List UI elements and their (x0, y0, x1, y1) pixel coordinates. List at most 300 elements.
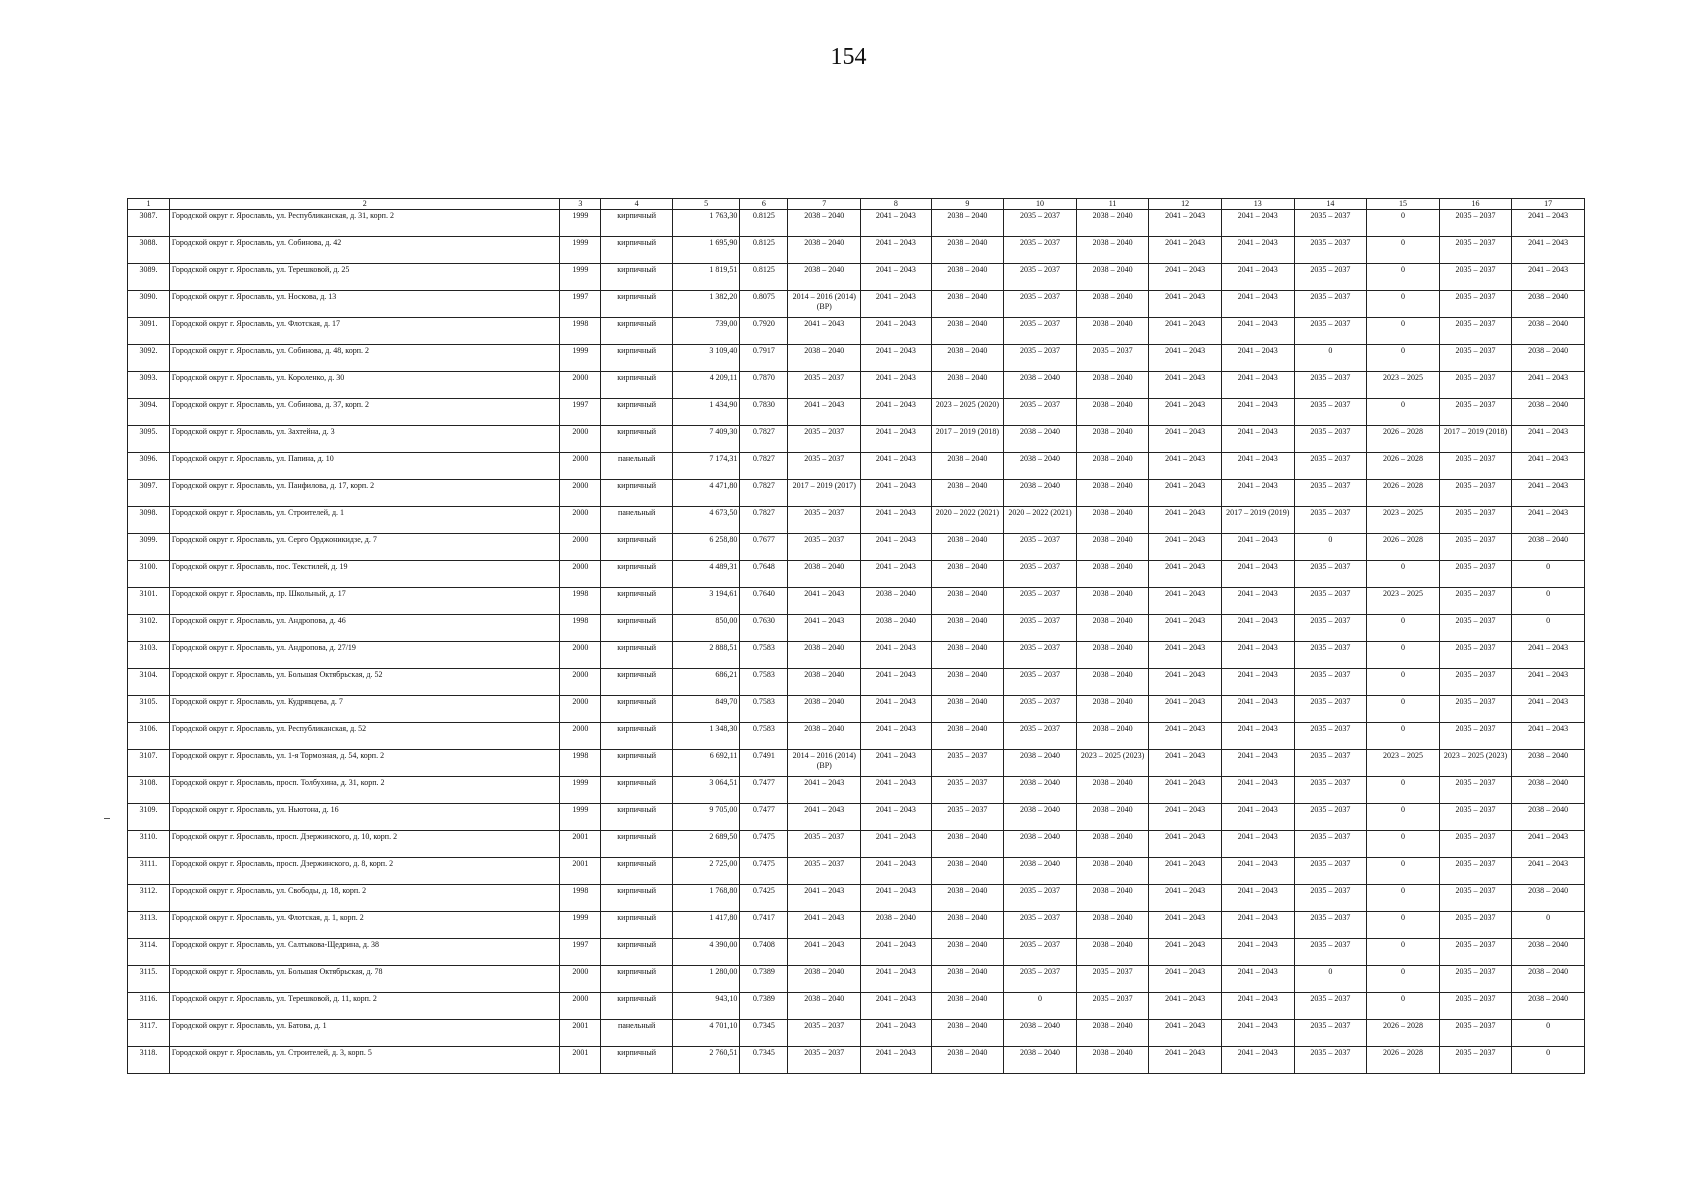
table-cell: 2017 – 2019 (2017) (788, 480, 861, 507)
table-cell: 2035 – 2037 (1004, 291, 1077, 318)
table-cell: 2038 – 2040 (931, 264, 1004, 291)
table-cell: 2038 – 2040 (931, 912, 1004, 939)
table-cell: 2041 – 2043 (1149, 993, 1222, 1020)
table-cell: 2 689,50 (672, 831, 739, 858)
table-cell: 2038 – 2040 (1076, 588, 1149, 615)
table-cell: 0 (1367, 885, 1440, 912)
table-cell: панельный (601, 453, 673, 480)
table-cell: 2038 – 2040 (931, 831, 1004, 858)
table-cell: 0.7827 (740, 426, 788, 453)
table-cell: 1 434,90 (672, 399, 739, 426)
table-cell: Городской округ г. Ярославль, ул. Республиканская, д. 52 (169, 723, 560, 750)
table-cell: 3112. (128, 885, 170, 912)
column-header: 13 (1221, 199, 1294, 210)
table-cell: 2001 (560, 1020, 601, 1047)
table-cell: 3093. (128, 372, 170, 399)
table-cell: 2035 – 2037 (1076, 966, 1149, 993)
table-cell: 3110. (128, 831, 170, 858)
table-cell: 2038 – 2040 (1512, 318, 1585, 345)
table-cell: 2035 – 2037 (1294, 480, 1367, 507)
table-cell: Городской округ г. Ярославль, ул. Флотская, д. 1, корп. 2 (169, 912, 560, 939)
table-cell: 2035 – 2037 (1294, 912, 1367, 939)
table-cell: 2038 – 2040 (931, 534, 1004, 561)
table-cell: Городской округ г. Ярославль, ул. Большая Октябрьская, д. 52 (169, 669, 560, 696)
table-cell: 2000 (560, 561, 601, 588)
table-cell: 2023 – 2025 (2020) (931, 399, 1004, 426)
table-cell: 2023 – 2025 (1367, 507, 1440, 534)
table-cell: 0 (1512, 588, 1585, 615)
page-number: 154 (830, 44, 867, 70)
table-cell: 9 705,00 (672, 804, 739, 831)
table-cell: 2038 – 2040 (931, 858, 1004, 885)
table-cell: 2038 – 2040 (931, 723, 1004, 750)
column-header: 11 (1076, 199, 1149, 210)
table-cell: 3105. (128, 696, 170, 723)
table-cell: Городской округ г. Ярославль, ул. 1-я Тормозная, д. 54, корп. 2 (169, 750, 560, 777)
table-cell: 2041 – 2043 (1221, 777, 1294, 804)
table-cell: 2038 – 2040 (1076, 1020, 1149, 1047)
table-cell: 2041 – 2043 (861, 669, 932, 696)
table-cell: 0 (1294, 345, 1367, 372)
table-cell: 2035 – 2037 (1439, 534, 1512, 561)
table-cell: 2038 – 2040 (1512, 399, 1585, 426)
table-cell: Городской округ г. Ярославль, ул. Батова, д. 1 (169, 1020, 560, 1047)
table-cell: кирпичный (601, 561, 673, 588)
table-cell: кирпичный (601, 588, 673, 615)
table-cell: кирпичный (601, 831, 673, 858)
table-cell: кирпичный (601, 264, 673, 291)
table-cell: Городской округ г. Ярославль, ул. Большая Октябрьская, д. 78 (169, 966, 560, 993)
table-row (128, 507, 1585, 534)
table-cell: 0.7477 (740, 777, 788, 804)
table-cell: 2041 – 2043 (861, 1047, 932, 1074)
table-cell: 2041 – 2043 (861, 480, 932, 507)
table-cell: 2038 – 2040 (1004, 831, 1077, 858)
table-cell: 2041 – 2043 (861, 426, 932, 453)
table-cell: 2038 – 2040 (1512, 939, 1585, 966)
column-header: 17 (1512, 199, 1585, 210)
table-cell: 0.7870 (740, 372, 788, 399)
table-cell: 3 194,61 (672, 588, 739, 615)
table-cell: 2041 – 2043 (861, 885, 932, 912)
table-cell: 0 (1512, 1020, 1585, 1047)
table-cell: 2041 – 2043 (861, 561, 932, 588)
table-cell: 1998 (560, 750, 601, 777)
table-cell: 2041 – 2043 (1512, 426, 1585, 453)
table-cell: 2038 – 2040 (1076, 534, 1149, 561)
table-cell: 2035 – 2037 (1004, 237, 1077, 264)
table-cell: 2038 – 2040 (1076, 453, 1149, 480)
table-cell: 2 888,51 (672, 642, 739, 669)
table-cell: 2038 – 2040 (931, 453, 1004, 480)
table-cell: 2038 – 2040 (788, 642, 861, 669)
table-row (128, 723, 1585, 750)
table-cell: 1998 (560, 588, 601, 615)
table-cell: 1 695,90 (672, 237, 739, 264)
table-cell: 2038 – 2040 (931, 237, 1004, 264)
table-cell: 2035 – 2037 (788, 1020, 861, 1047)
table-cell: 2035 – 2037 (1439, 399, 1512, 426)
table-cell: Городской округ г. Ярославль, ул. Свободы, д. 18, корп. 2 (169, 885, 560, 912)
table-cell: 2038 – 2040 (931, 993, 1004, 1020)
table-cell: 2041 – 2043 (788, 939, 861, 966)
table-cell: кирпичный (601, 237, 673, 264)
table-cell: 0 (1367, 696, 1440, 723)
table-cell: 2038 – 2040 (931, 966, 1004, 993)
table-cell: 2041 – 2043 (1149, 372, 1222, 399)
table-cell: 3101. (128, 588, 170, 615)
table-cell: 2038 – 2040 (1076, 777, 1149, 804)
table-cell: 1 348,30 (672, 723, 739, 750)
table-cell: 6 692,11 (672, 750, 739, 777)
table-cell: 2035 – 2037 (1004, 669, 1077, 696)
table-cell: 1 417,80 (672, 912, 739, 939)
table-cell: 2038 – 2040 (931, 588, 1004, 615)
table-cell: 3117. (128, 1020, 170, 1047)
register-table (127, 198, 1585, 1074)
table-cell: 2001 (560, 858, 601, 885)
table-cell: 2038 – 2040 (861, 912, 932, 939)
table-cell: 2000 (560, 480, 601, 507)
table-cell: 0.8125 (740, 237, 788, 264)
table-cell: 2000 (560, 669, 601, 696)
table-cell: 1997 (560, 291, 601, 318)
table-cell: 2041 – 2043 (1149, 399, 1222, 426)
table-cell: 2000 (560, 993, 601, 1020)
table-cell: 6 258,80 (672, 534, 739, 561)
table-cell: 0.7491 (740, 750, 788, 777)
table-cell: 2035 – 2037 (1439, 318, 1512, 345)
table-cell: 2038 – 2040 (1004, 858, 1077, 885)
table-cell: кирпичный (601, 318, 673, 345)
table-cell: 686,21 (672, 669, 739, 696)
table-cell: 2035 – 2037 (1294, 885, 1367, 912)
table-row (128, 210, 1585, 237)
table-cell: 0 (1367, 345, 1440, 372)
table-cell: 2035 – 2037 (931, 804, 1004, 831)
table-cell: 2001 (560, 831, 601, 858)
table-cell: 2041 – 2043 (1221, 831, 1294, 858)
table-row (128, 345, 1585, 372)
table-cell: 2035 – 2037 (1439, 345, 1512, 372)
table-cell: 0.7477 (740, 804, 788, 831)
table-cell: 2035 – 2037 (1294, 372, 1367, 399)
table-row (128, 939, 1585, 966)
table-cell: 2038 – 2040 (931, 345, 1004, 372)
table-cell: 2038 – 2040 (1076, 858, 1149, 885)
table-row (128, 480, 1585, 507)
table-cell: 2041 – 2043 (788, 777, 861, 804)
table-cell: 2038 – 2040 (861, 588, 932, 615)
table-cell: 2041 – 2043 (861, 1020, 932, 1047)
table-cell: 0 (1367, 723, 1440, 750)
table-cell: 2041 – 2043 (1149, 507, 1222, 534)
table-cell: Городской округ г. Ярославль, пр. Школьный, д. 17 (169, 588, 560, 615)
table-cell: 2035 – 2037 (1439, 561, 1512, 588)
table-cell: 2035 – 2037 (788, 858, 861, 885)
table-cell: 2035 – 2037 (1294, 723, 1367, 750)
table-cell: Городской округ г. Ярославль, ул. Андропова, д. 46 (169, 615, 560, 642)
table-cell: 2035 – 2037 (1439, 453, 1512, 480)
table-cell: Городской округ г. Ярославль, ул. Серго Орджоникидзе, д. 7 (169, 534, 560, 561)
table-cell: Городской округ г. Ярославль, ул. Флотская, д. 17 (169, 318, 560, 345)
table-cell: 0 (1367, 669, 1440, 696)
table-cell: 2038 – 2040 (788, 264, 861, 291)
table-row (128, 615, 1585, 642)
table-cell: кирпичный (601, 804, 673, 831)
table-cell: 1999 (560, 345, 601, 372)
table-cell: 3104. (128, 669, 170, 696)
table-cell: 2041 – 2043 (1512, 372, 1585, 399)
table-cell: кирпичный (601, 669, 673, 696)
table-cell: 2035 – 2037 (1294, 1020, 1367, 1047)
table-cell: 2035 – 2037 (788, 372, 861, 399)
table-cell: 2038 – 2040 (931, 885, 1004, 912)
table-cell: Городской округ г. Ярославль, ул. Республиканская, д. 31, корп. 2 (169, 210, 560, 237)
table-cell: Городской округ г. Ярославль, ул. Андропова, д. 27/19 (169, 642, 560, 669)
table-cell: 1999 (560, 912, 601, 939)
table-cell: 1998 (560, 615, 601, 642)
table-cell: 2041 – 2043 (1221, 939, 1294, 966)
table-cell: 2038 – 2040 (931, 1020, 1004, 1047)
table-cell: 2041 – 2043 (861, 507, 932, 534)
column-header: 5 (672, 199, 739, 210)
table-cell: 7 174,31 (672, 453, 739, 480)
table-row (128, 264, 1585, 291)
table-row (128, 858, 1585, 885)
table-cell: 2041 – 2043 (1149, 669, 1222, 696)
table-cell: 2041 – 2043 (1221, 912, 1294, 939)
table-cell: 2035 – 2037 (1439, 939, 1512, 966)
table-cell: 2041 – 2043 (1149, 345, 1222, 372)
table-cell: 2035 – 2037 (1439, 1020, 1512, 1047)
table-cell: 2041 – 2043 (1149, 912, 1222, 939)
table-cell: 2041 – 2043 (1221, 453, 1294, 480)
table-cell: 2038 – 2040 (1512, 345, 1585, 372)
table-cell: 2038 – 2040 (1076, 885, 1149, 912)
table-cell: кирпичный (601, 480, 673, 507)
table-cell: Городской округ г. Ярославль, ул. Строителей, д. 3, корп. 5 (169, 1047, 560, 1074)
table-cell: 2038 – 2040 (931, 318, 1004, 345)
table-cell: 2035 – 2037 (1004, 264, 1077, 291)
table-cell: 0 (1367, 237, 1440, 264)
table-cell: 2041 – 2043 (1149, 750, 1222, 777)
table-cell: 3098. (128, 507, 170, 534)
table-cell: 2035 – 2037 (1439, 669, 1512, 696)
table-cell: 2041 – 2043 (1221, 399, 1294, 426)
table-cell: 0 (1294, 534, 1367, 561)
table-cell: 2035 – 2037 (1439, 885, 1512, 912)
table-cell: 2035 – 2037 (1294, 426, 1367, 453)
table-cell: 3091. (128, 318, 170, 345)
table-cell: 2035 – 2037 (1439, 696, 1512, 723)
table-cell: 2035 – 2037 (1439, 372, 1512, 399)
table-cell: 0.7583 (740, 696, 788, 723)
table-cell: 2035 – 2037 (1294, 588, 1367, 615)
table-cell: 2041 – 2043 (861, 858, 932, 885)
table-cell: 0 (1367, 210, 1440, 237)
table-cell: 3107. (128, 750, 170, 777)
table-cell: 2000 (560, 453, 601, 480)
table-cell: 0 (1367, 939, 1440, 966)
table-cell: 3108. (128, 777, 170, 804)
table-cell: 2038 – 2040 (1076, 318, 1149, 345)
table-cell: 0 (1367, 804, 1440, 831)
table-cell: 2035 – 2037 (1294, 804, 1367, 831)
table-cell: 2035 – 2037 (1439, 480, 1512, 507)
table-cell: кирпичный (601, 858, 673, 885)
table-cell: 3106. (128, 723, 170, 750)
table-cell: Городской округ г. Ярославль, просп. Дзержинского, д. 10, корп. 2 (169, 831, 560, 858)
table-cell: 2041 – 2043 (1221, 1047, 1294, 1074)
table-cell: кирпичный (601, 399, 673, 426)
table-cell: 2035 – 2037 (1004, 210, 1077, 237)
table-cell: 2026 – 2028 (1367, 426, 1440, 453)
table-cell: 2041 – 2043 (1149, 588, 1222, 615)
table-cell: 2035 – 2037 (1439, 237, 1512, 264)
table-cell: 2041 – 2043 (861, 966, 932, 993)
table-cell: 3 064,51 (672, 777, 739, 804)
column-header: 4 (601, 199, 673, 210)
table-cell: 2038 – 2040 (1512, 777, 1585, 804)
table-cell: 3090. (128, 291, 170, 318)
table-cell: Городской округ г. Ярославль, ул. Панфилова, д. 17, корп. 2 (169, 480, 560, 507)
table-cell: 2041 – 2043 (861, 291, 932, 318)
table-cell: 2038 – 2040 (1076, 264, 1149, 291)
table-cell: 2041 – 2043 (1512, 453, 1585, 480)
table-cell: 3099. (128, 534, 170, 561)
table-cell: кирпичный (601, 696, 673, 723)
table-cell: 2035 – 2037 (1294, 777, 1367, 804)
table-cell: 2041 – 2043 (1149, 453, 1222, 480)
table-cell: 0 (1367, 912, 1440, 939)
table-cell: 2041 – 2043 (788, 885, 861, 912)
table-cell: кирпичный (601, 615, 673, 642)
table-cell: 0.7475 (740, 831, 788, 858)
table-cell: 2000 (560, 696, 601, 723)
table-cell: 1999 (560, 777, 601, 804)
table-cell: 2041 – 2043 (1221, 858, 1294, 885)
table-cell: Городской округ г. Ярославль, пос. Текстилей, д. 19 (169, 561, 560, 588)
table-cell: 1 280,00 (672, 966, 739, 993)
table-cell: 0 (1367, 858, 1440, 885)
table-cell: 2041 – 2043 (788, 318, 861, 345)
table-cell: 2041 – 2043 (1149, 831, 1222, 858)
table-row (128, 966, 1585, 993)
table-cell: 2035 – 2037 (1439, 642, 1512, 669)
table-cell: 2026 – 2028 (1367, 534, 1440, 561)
table-cell: 2038 – 2040 (788, 696, 861, 723)
table-cell: 0 (1512, 1047, 1585, 1074)
table-body (128, 210, 1585, 1074)
column-header: 15 (1367, 199, 1440, 210)
table-cell: 2038 – 2040 (1076, 237, 1149, 264)
table-cell: 2041 – 2043 (1221, 210, 1294, 237)
table-cell: 2038 – 2040 (1512, 966, 1585, 993)
table-cell: 2041 – 2043 (861, 939, 932, 966)
table-cell: 2035 – 2037 (1294, 453, 1367, 480)
table-cell: 3103. (128, 642, 170, 669)
table-cell: 2041 – 2043 (1221, 723, 1294, 750)
table-cell: кирпичный (601, 534, 673, 561)
table-row (128, 399, 1585, 426)
table-cell: 2035 – 2037 (1294, 831, 1367, 858)
table-cell: панельный (601, 507, 673, 534)
table-cell: 2038 – 2040 (1076, 642, 1149, 669)
column-header: 6 (740, 199, 788, 210)
table-cell: 2035 – 2037 (1294, 993, 1367, 1020)
table-cell: 2041 – 2043 (1221, 426, 1294, 453)
table-cell: 2038 – 2040 (1076, 615, 1149, 642)
table-cell: 2035 – 2037 (1294, 507, 1367, 534)
table-cell: 0.7408 (740, 939, 788, 966)
table-cell: кирпичный (601, 777, 673, 804)
table-cell: 2035 – 2037 (788, 831, 861, 858)
table-cell: 2038 – 2040 (788, 993, 861, 1020)
table-cell: 2041 – 2043 (1221, 1020, 1294, 1047)
table-cell: 2035 – 2037 (1439, 615, 1512, 642)
table-row (128, 885, 1585, 912)
table-cell: 1998 (560, 318, 601, 345)
table-cell: 2041 – 2043 (788, 615, 861, 642)
table-cell: кирпичный (601, 291, 673, 318)
table-cell: 0.8125 (740, 264, 788, 291)
table-cell: 2041 – 2043 (1149, 1047, 1222, 1074)
table-cell: 2035 – 2037 (1439, 723, 1512, 750)
table-cell: 1 819,51 (672, 264, 739, 291)
table-cell: 2035 – 2037 (1004, 318, 1077, 345)
table-cell: 2041 – 2043 (788, 399, 861, 426)
margin-mark (104, 818, 110, 819)
table-cell: 2038 – 2040 (788, 345, 861, 372)
table-cell: 2014 – 2016 (2014) (ВР) (788, 291, 861, 318)
table-cell: 2038 – 2040 (788, 723, 861, 750)
table-cell: 2035 – 2037 (1439, 993, 1512, 1020)
table-cell: кирпичный (601, 750, 673, 777)
table-cell: кирпичный (601, 372, 673, 399)
table-cell: 2038 – 2040 (931, 1047, 1004, 1074)
table-cell: 2041 – 2043 (1221, 615, 1294, 642)
table-cell: 2038 – 2040 (1076, 912, 1149, 939)
table-cell: 0.7827 (740, 507, 788, 534)
table-row (128, 372, 1585, 399)
table-cell: 2035 – 2037 (1439, 264, 1512, 291)
table-cell: 3115. (128, 966, 170, 993)
table-cell: Городской округ г. Ярославль, ул. Собинова, д. 48, корп. 2 (169, 345, 560, 372)
table-row (128, 318, 1585, 345)
table-cell: 2035 – 2037 (1294, 318, 1367, 345)
table-cell: 2041 – 2043 (1149, 966, 1222, 993)
table-cell: 2017 – 2019 (2018) (1439, 426, 1512, 453)
table-cell: 2035 – 2037 (1004, 345, 1077, 372)
table-cell: 2038 – 2040 (788, 669, 861, 696)
table-cell: 2038 – 2040 (1076, 480, 1149, 507)
table-cell: 2038 – 2040 (788, 966, 861, 993)
table-cell: 2041 – 2043 (861, 696, 932, 723)
table-cell: 3 109,40 (672, 345, 739, 372)
table-cell: 1 768,80 (672, 885, 739, 912)
table-cell: 0.7475 (740, 858, 788, 885)
table-cell: 3097. (128, 480, 170, 507)
table-cell: 3102. (128, 615, 170, 642)
table-cell: 2041 – 2043 (1512, 642, 1585, 669)
table-cell: 0.7677 (740, 534, 788, 561)
table-cell: 2041 – 2043 (1149, 210, 1222, 237)
table-cell: 2041 – 2043 (1512, 723, 1585, 750)
table-cell: 2035 – 2037 (1294, 1047, 1367, 1074)
table-cell: 0 (1367, 318, 1440, 345)
column-header: 8 (861, 199, 932, 210)
